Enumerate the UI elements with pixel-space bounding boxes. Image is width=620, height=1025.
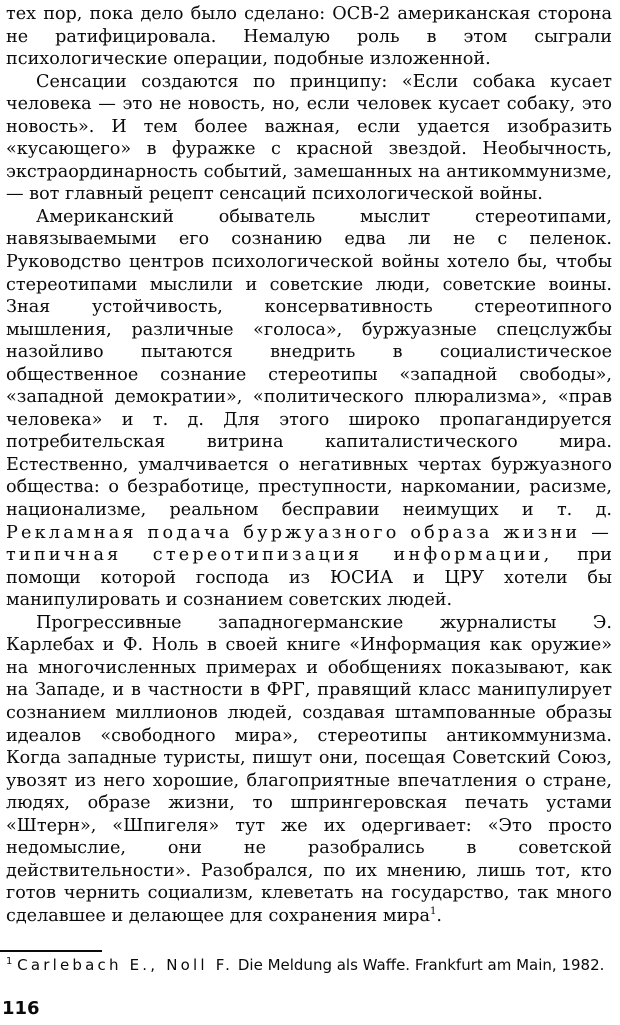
paragraph-1: тех пор, пока дело было сделано: ОСВ-2 американская сторона не ратифицировала. Немалую роль в этом сыграли психологические операции, подобные изложенной. bbox=[6, 4, 612, 70]
footnote-divider bbox=[0, 950, 102, 952]
page-number: 116 bbox=[2, 998, 40, 1019]
paragraph-3 bbox=[6, 206, 612, 612]
main-text bbox=[6, 3, 612, 927]
paragraph-3-part-a: Американский обыватель мыслит стереотипами, навязываемыми его сознанию едва ли не с пеленок. Руководство центров психологической войны хотело бы, чтобы стереотипами мыслили и советские люди, советские воины. Зная устойчивость, консервативность стереотипного мышления, различные «голоса», буржуазные спецслужбы назойливо пытаются внедрить в социалистическое общественное сознание стереотипы «западной свободы», «западной демократии», «политического плюрализма», «прав человека» и т. д. Для этого широко пропагандируется потребительская витрина капиталистического мира. Естественно, умалчивается о негативных чертах буржуазного общества: о безработице, преступности, наркомании, расизме, национализме, реальном бесправии неимущих и т. д. bbox=[6, 206, 612, 521]
footnote-authors: Carlebach E., Noll F. bbox=[17, 956, 234, 974]
paragraph-3-spaced-emphasis: Рекламная подача буржуазного образа жизни — типичная стереотипизация информации bbox=[6, 522, 612, 566]
paragraph-4-end: . bbox=[436, 905, 442, 926]
footnote-marker: 1 bbox=[6, 956, 13, 967]
footnote bbox=[6, 955, 612, 975]
footnote-text: Die Meldung als Waffe. Frankfurt am Main, 1982. bbox=[233, 956, 605, 974]
paragraph-2: Сенсации создаются по принципу: «Если собака кусает человека — это не новость, но, если человек кусает собаку, это новость». И тем более важная, если удается изобразить «кусающего» в фуражке с красной звездой. Необычность, экстраординарность событий, замешанных на антикоммунизме, — вот главный рецепт сенсаций психологической войны. bbox=[6, 71, 612, 205]
paragraph-4-text: Прогрессивные западногерманские журналисты Э. Карлебах и Ф. Ноль в своей книге «Информация как оружие» на многочисленных примерах и обобщениях показывают, как на Западе, и в частности в ФРГ, правящий класс манипулирует сознанием миллионов людей, создавая штампованные образы идеалов «свободного мира», стереотипы антикоммунизма. Когда западные туристы, пишут они, посещая Советский Союз, увозят из него хорошие, благоприятные впечатления о стране, людях, образе жизни, то шпрингеровская печать устами «Штерн», «Шпигеля» тут же их одергивает: «Это просто недомыслие, они не разобрались в советской действительности». Разобрался, по их мнению, лишь тот, кто готов чернить социализм, клеветать на государство, так много сделавшее и делающее для сохранения мира bbox=[6, 612, 612, 926]
paragraph-4 bbox=[6, 612, 612, 928]
footnote-reference: 1 bbox=[430, 906, 437, 918]
paragraph-3-part-b: , при помощи которой господа из ЮСИА и ЦРУ хотели бы манипулировать и сознанием советских людей. bbox=[6, 545, 613, 611]
